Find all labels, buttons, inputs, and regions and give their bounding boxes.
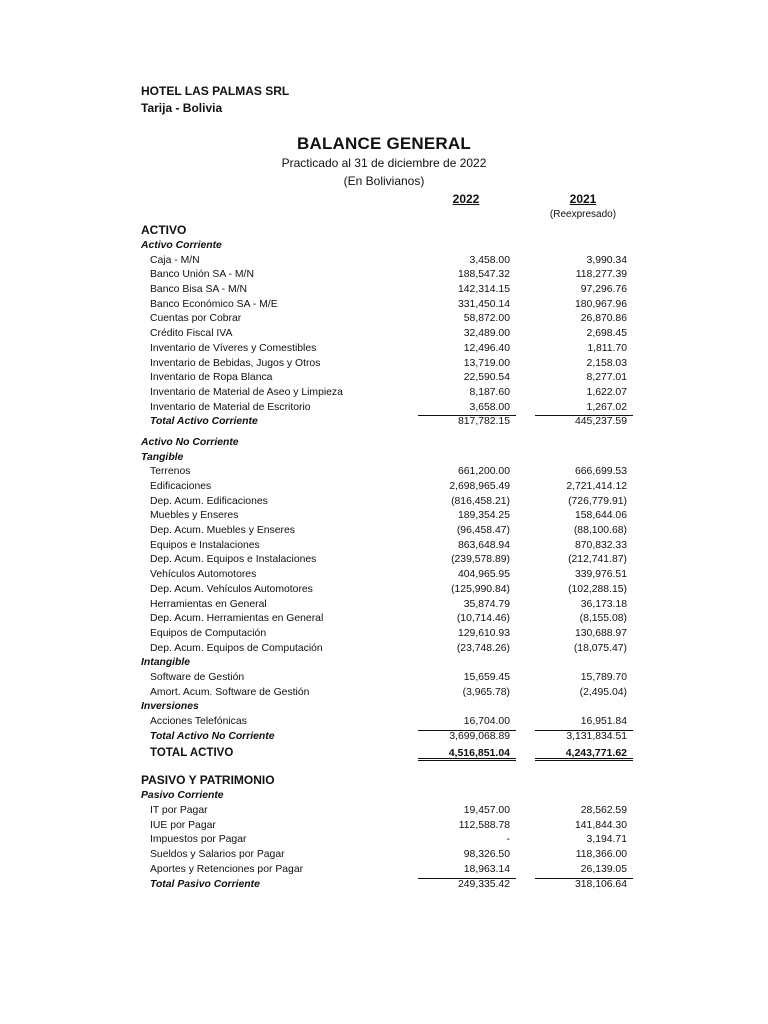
row-label: TOTAL ACTIVO — [150, 747, 234, 760]
value-2022: 16,704.00 — [463, 716, 510, 727]
row-label: Impuestos por Pagar — [150, 834, 247, 846]
row-label: Banco Económico SA - M/E — [150, 298, 278, 310]
value-2021: 97,296.76 — [580, 284, 627, 296]
value-2021: 870,832.33 — [574, 539, 627, 551]
section-activo-label: ACTIVO — [141, 223, 187, 237]
value-2022: 112,588.78 — [458, 819, 510, 831]
value-2022: (239,578.89) — [451, 554, 510, 566]
value-2021: 16,951.84 — [580, 716, 627, 727]
subsection-inversiones-label: Inversiones — [141, 701, 199, 713]
row-label: Edificaciones — [150, 481, 212, 492]
column-header-2021: 2021 — [569, 192, 597, 206]
table-row — [0, 671, 768, 686]
value-2022: 188,547.32 — [457, 269, 510, 281]
table-row — [0, 254, 768, 269]
value-2022: 2,698,965.49 — [449, 481, 510, 492]
value-2022: 404,965.95 — [457, 569, 510, 581]
value-2021: 2,158.03 — [586, 357, 627, 369]
value-2022: 58,872.00 — [463, 313, 510, 325]
row-label: Inventario de Material de Aseo y Limpieza — [150, 386, 343, 398]
value-2021: 1,267.02 — [586, 401, 627, 413]
table-row — [0, 480, 768, 495]
row-label: Amort. Acum. Software de Gestión — [150, 686, 310, 698]
value-2021: 2,698.45 — [586, 328, 627, 340]
table-row — [0, 371, 768, 386]
value-2021: (8,155.08) — [579, 613, 627, 625]
row-label: Muebles y Enseres — [150, 510, 239, 522]
value-2022: 19,457.00 — [463, 805, 510, 817]
table-row — [0, 268, 768, 283]
value-2022: 189,354.25 — [457, 510, 510, 522]
total-activo-no-corriente — [0, 730, 768, 745]
section-activo — [0, 222, 768, 239]
table-row — [0, 509, 768, 524]
table-row — [0, 642, 768, 657]
value-2021: 28,562.59 — [580, 805, 627, 817]
value-2021: 26,870.86 — [580, 313, 627, 325]
value-2022: 4,516,851.04 — [418, 744, 510, 762]
table-row — [0, 715, 768, 730]
table-row — [0, 568, 768, 583]
value-2022: (816,458.21) — [451, 495, 510, 507]
value-2021: 26,139.05 — [580, 863, 627, 875]
value-2022: (125,990.84) — [451, 583, 510, 595]
value-2022: 129,610.93 — [457, 627, 510, 639]
value-2021: 36,173.18 — [580, 598, 627, 610]
value-2022: 22,590.54 — [463, 372, 510, 384]
row-label: Crédito Fiscal IVA — [150, 328, 233, 340]
row-label: Equipos de Computación — [150, 627, 267, 639]
row-label: Acciones Telefónicas — [150, 716, 247, 727]
spacer — [0, 762, 768, 772]
value-2022: 32,489.00 — [463, 328, 510, 340]
value-2022: (23,748.26) — [456, 642, 510, 654]
value-2021: 118,277.39 — [575, 269, 627, 281]
table-row — [0, 283, 768, 298]
value-2021: 318,106.64 — [535, 878, 627, 893]
value-2022: 3,658.00 — [469, 401, 510, 413]
table-row — [0, 848, 768, 863]
value-2022: 863,648.94 — [457, 539, 510, 551]
subsection-pasivo-corriente-label: Pasivo Corriente — [141, 790, 224, 802]
row-label: Total Activo Corriente — [150, 416, 258, 428]
value-2021: 3,990.34 — [586, 254, 627, 266]
value-2022: (96,458.47) — [456, 525, 510, 537]
value-2021: 130,688.97 — [574, 627, 627, 639]
row-label: Total Activo No Corriente — [150, 730, 275, 742]
row-label: Banco Unión SA - M/N — [150, 269, 254, 281]
table-row — [0, 539, 768, 554]
row-label: Total Pasivo Corriente — [150, 878, 260, 890]
table-row — [0, 327, 768, 342]
row-label: Inventario de Material de Escritorio — [150, 401, 311, 413]
value-2022: 142,314.15 — [457, 284, 510, 296]
row-label: Vehículos Automotores — [150, 569, 257, 581]
row-label: Caja - M/N — [150, 254, 200, 266]
total-activo — [0, 744, 768, 762]
row-label: Sueldos y Salarios por Pagar — [150, 849, 285, 861]
value-2022: 18,963.14 — [463, 863, 510, 875]
table-row — [0, 298, 768, 313]
row-label: Inventario de Bebidas, Jugos y Otros — [150, 357, 321, 369]
table-row — [0, 553, 768, 568]
value-2022: 98,326.50 — [463, 849, 510, 861]
value-2021: (212,741.87) — [568, 554, 627, 566]
value-2021: (102,288.15) — [568, 583, 627, 595]
balance-table — [0, 222, 768, 892]
row-label: Dep. Acum. Vehículos Automotores — [150, 583, 313, 595]
company-name: HOTEL LAS PALMAS SRL — [141, 84, 290, 98]
report-subtitle: Practicado al 31 de diciembre de 2022 — [281, 156, 487, 170]
value-2022: 3,458.00 — [469, 254, 510, 266]
value-2022: (10,714.46) — [456, 613, 510, 625]
report-title: BALANCE GENERAL — [297, 134, 471, 153]
value-2021: 15,789.70 — [580, 671, 627, 683]
value-2021: 1,811.70 — [587, 342, 627, 354]
table-row — [0, 465, 768, 480]
row-label: Software de Gestión — [150, 671, 245, 683]
subsection-activo-no-corriente-label: Activo No Corriente — [141, 436, 239, 448]
value-2022: 331,450.14 — [457, 298, 510, 310]
value-2021: (88,100.68) — [573, 525, 627, 537]
value-2022: (3,965.78) — [462, 686, 510, 698]
table-row — [0, 804, 768, 819]
table-row — [0, 312, 768, 327]
table-row — [0, 524, 768, 539]
section-pasivo-patrimonio-label: PASIVO Y PATRIMONIO — [141, 773, 275, 788]
row-label: Dep. Acum. Equipos e Instalaciones — [150, 554, 317, 566]
total-pasivo-corriente — [0, 878, 768, 893]
value-2021: (18,075.47) — [573, 642, 627, 654]
row-label: Dep. Acum. Edificaciones — [150, 495, 268, 507]
row-label: Dep. Acum. Equipos de Computación — [150, 642, 323, 654]
value-2021: 1,622.07 — [586, 386, 627, 398]
company-header — [141, 83, 289, 117]
value-2022: 8,187.60 — [469, 386, 510, 398]
table-row — [0, 598, 768, 613]
value-2021: 666,699.53 — [574, 466, 627, 478]
row-label: IUE por Pagar — [150, 819, 216, 831]
row-label: Aportes y Retenciones por Pagar — [150, 863, 304, 875]
table-row — [0, 686, 768, 701]
table-row — [0, 495, 768, 510]
subsection-pasivo-corriente — [0, 789, 768, 804]
subsection-inversiones — [0, 700, 768, 715]
value-2022: - — [506, 834, 510, 846]
subsection-intangible — [0, 656, 768, 671]
table-row — [0, 401, 768, 416]
subsection-activo-no-corriente — [0, 436, 768, 451]
row-label: Dep. Acum. Muebles y Enseres — [150, 525, 295, 537]
row-label: Banco Bisa SA - M/N — [150, 284, 248, 296]
row-label: Terrenos — [150, 466, 191, 478]
row-label: Inventario de Ropa Blanca — [150, 372, 273, 384]
subsection-activo-corriente-label: Activo Corriente — [141, 240, 222, 251]
subsection-tangible — [0, 451, 768, 466]
total-activo-corriente — [0, 415, 768, 430]
table-row — [0, 583, 768, 598]
row-label: Herramientas en General — [150, 598, 267, 610]
value-2021: 2,721,414.12 — [566, 481, 627, 492]
value-2021: (2,495.04) — [579, 686, 627, 698]
table-row — [0, 342, 768, 357]
table-row — [0, 627, 768, 642]
row-label: Inventario de Víveres y Comestibles — [150, 342, 317, 354]
subsection-intangible-label: Intangible — [141, 657, 191, 669]
table-row — [0, 386, 768, 401]
value-2022: 15,659.45 — [463, 671, 510, 683]
table-row — [0, 357, 768, 372]
row-label: IT por Pagar — [150, 805, 208, 817]
value-2022: 35,874.79 — [463, 598, 510, 610]
value-2022: 12,496.40 — [463, 342, 510, 354]
table-row — [0, 819, 768, 834]
row-label: Cuentas por Cobrar — [150, 313, 242, 325]
value-2021: 4,243,771.62 — [535, 744, 627, 762]
value-2021: 8,277.01 — [586, 372, 627, 384]
column-header-2022: 2022 — [452, 192, 480, 206]
value-2022: 817,782.15 — [418, 415, 510, 430]
section-pasivo-patrimonio — [0, 772, 768, 789]
company-location: Tarija - Bolivia — [141, 101, 223, 115]
row-label: Dep. Acum. Herramientas en General — [150, 613, 324, 625]
value-2022: 3,699,068.89 — [418, 730, 510, 745]
subsection-tangible-label: Tangible — [141, 451, 184, 463]
value-2022: 661,200.00 — [457, 466, 510, 478]
value-2021: 339,976.51 — [574, 569, 627, 581]
value-2022: 13,719.00 — [463, 357, 510, 369]
table-row — [0, 863, 768, 878]
column-note-restated: (Reexpresado) — [549, 209, 617, 220]
row-label: Equipos e Instalaciones — [150, 539, 260, 551]
table-row — [0, 612, 768, 627]
table-row — [0, 833, 768, 848]
value-2021: 118,366.00 — [575, 849, 627, 861]
value-2021: 3,194.71 — [586, 834, 627, 846]
value-2021: 158,644.06 — [574, 510, 627, 522]
report-currency: (En Bolivianos) — [343, 174, 425, 188]
value-2021: 180,967.96 — [574, 298, 627, 310]
value-2021: 445,237.59 — [535, 415, 627, 430]
value-2021: 141,844.30 — [574, 819, 627, 831]
subsection-activo-corriente — [0, 239, 768, 254]
value-2022: 249,335.42 — [418, 878, 510, 893]
value-2021: 3,131,834.51 — [535, 730, 627, 745]
value-2021: (726,779.91) — [568, 495, 627, 507]
